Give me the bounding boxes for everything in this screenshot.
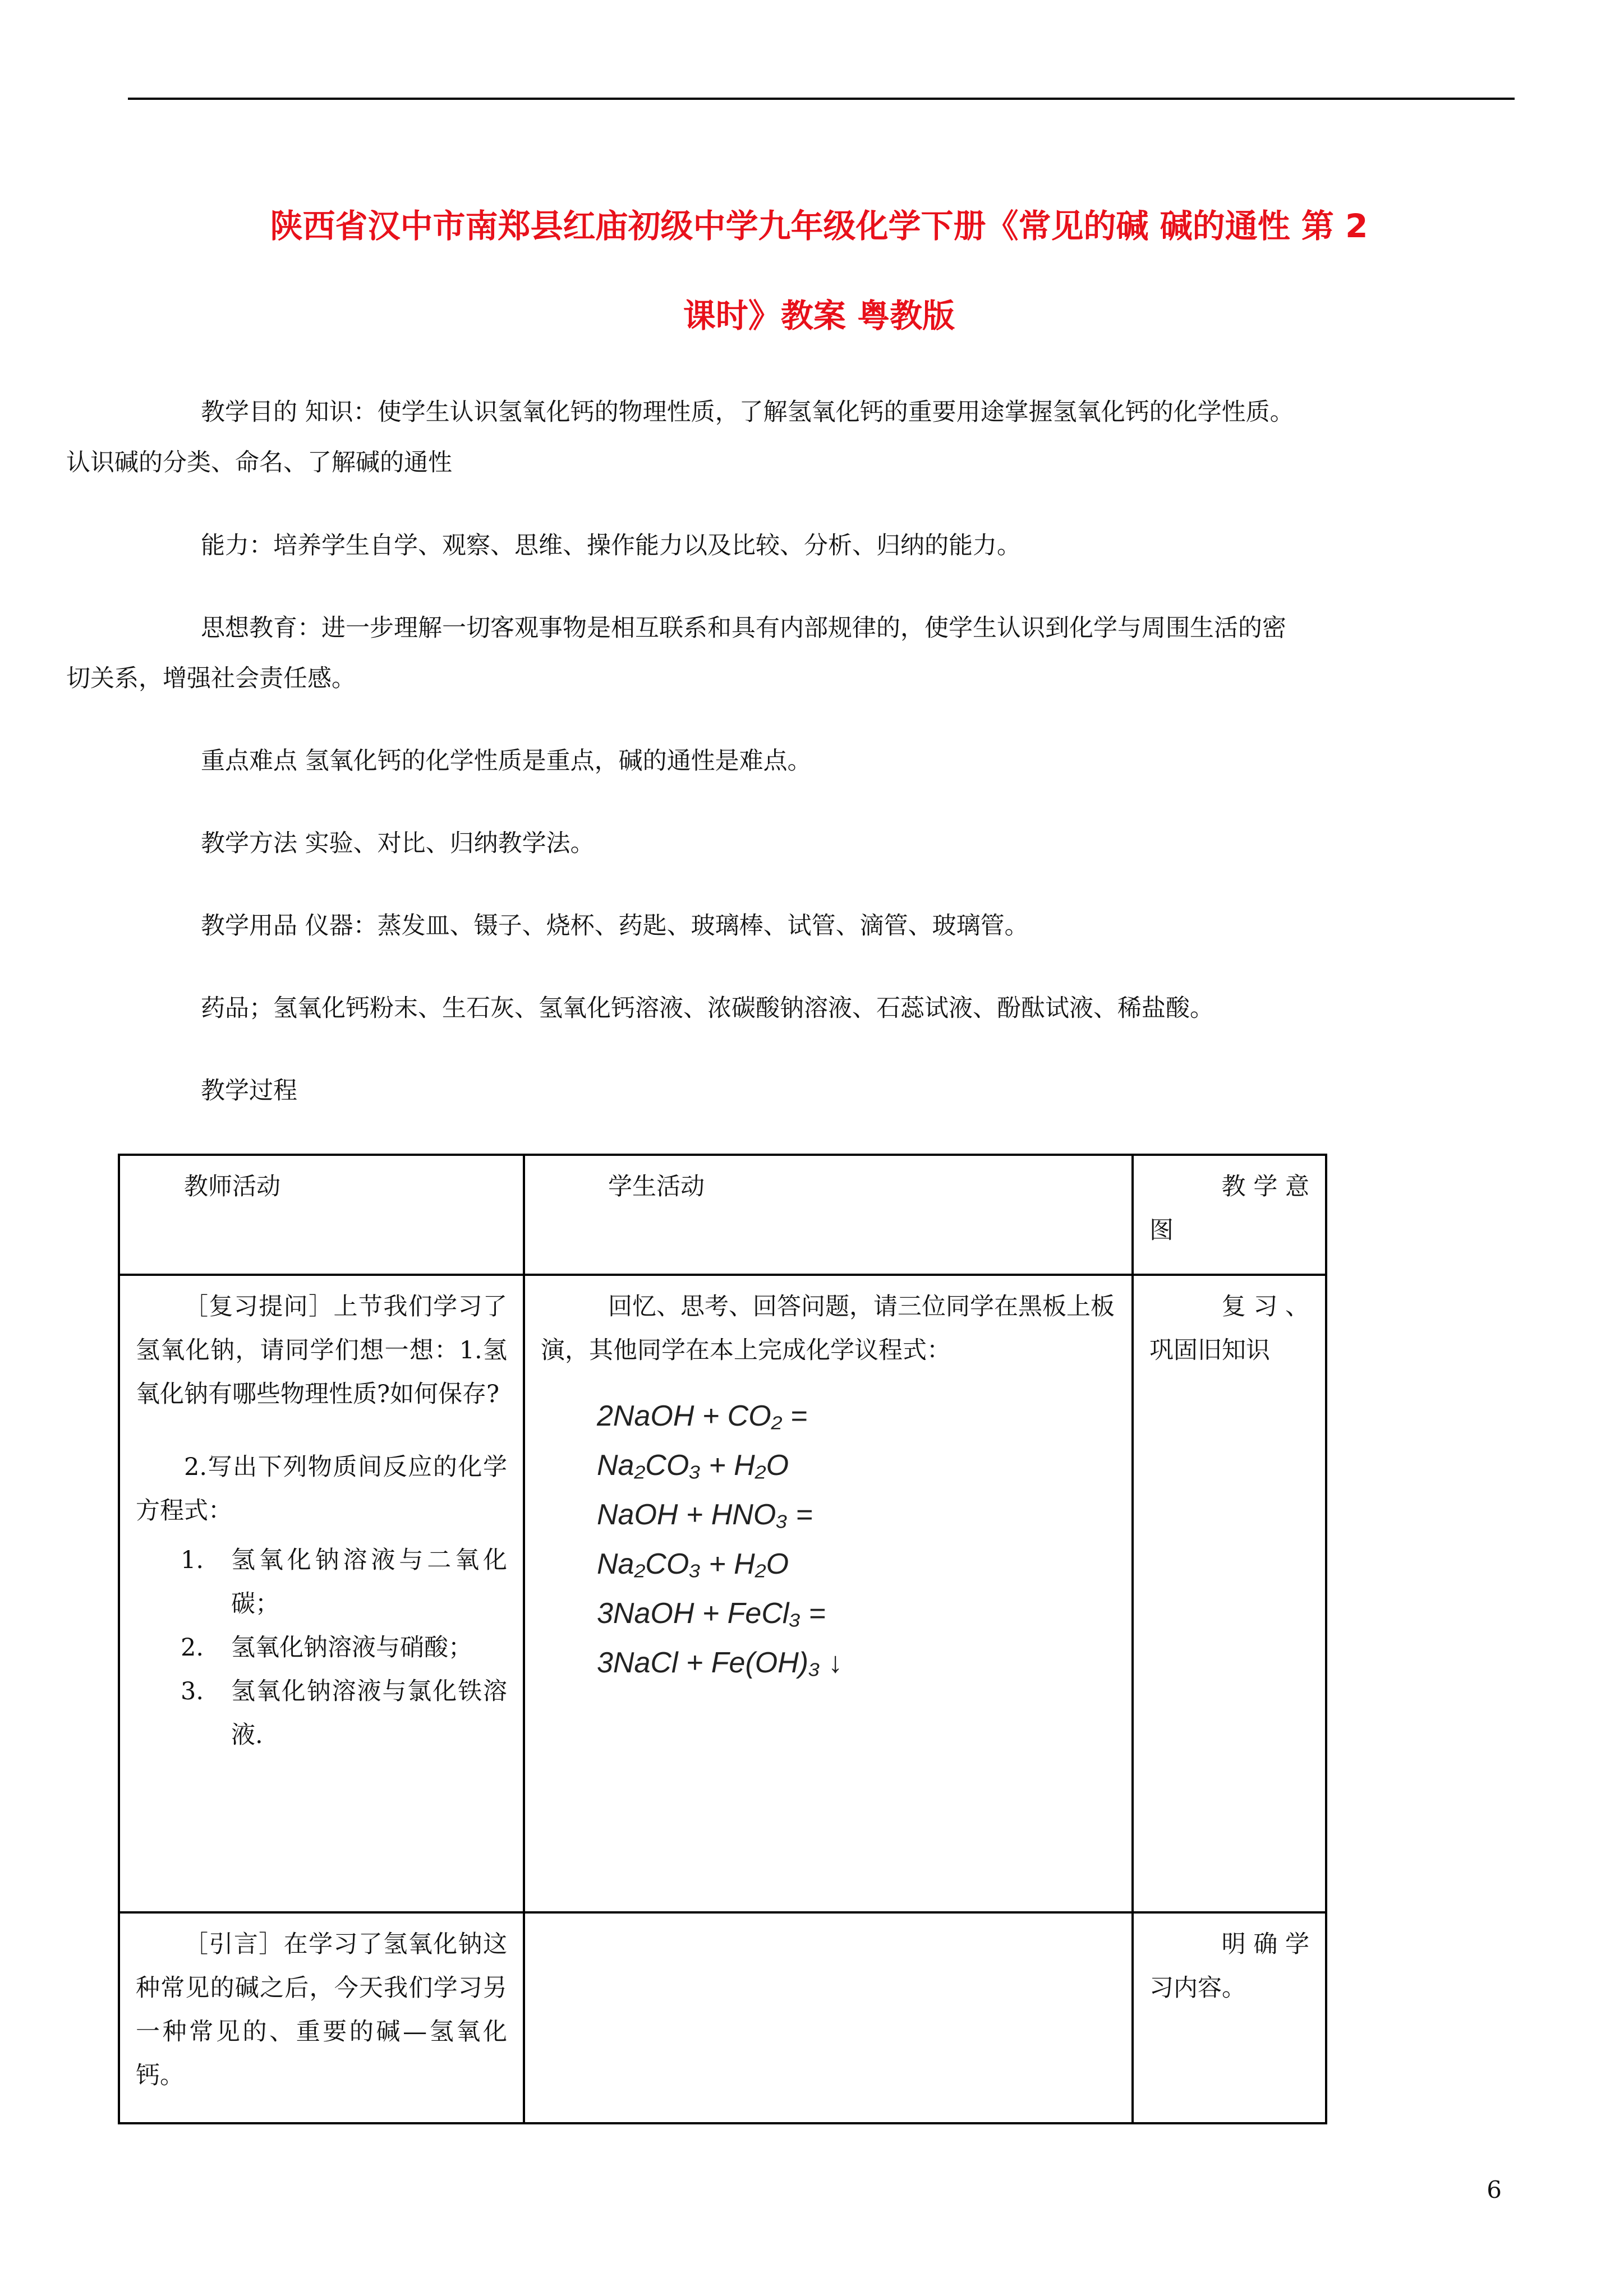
header-student-activity: 学生活动 bbox=[524, 1155, 1133, 1275]
objectives-line2: 认识碱的分类、命名、了解碱的通性 bbox=[66, 449, 452, 477]
table-row bbox=[119, 1912, 1326, 2123]
lesson-table bbox=[118, 1154, 1327, 2124]
objectives-line1: 教学目的 知识：使学生认识氢氧化钙的物理性质，了解氢氧化钙的重要用途掌握氢氧化钙的化学性质。 bbox=[201, 398, 1294, 426]
teacher-activity-cell bbox=[119, 1912, 524, 2123]
header-teaching-purpose: 教 学 意 图 bbox=[1133, 1155, 1326, 1275]
purpose-cell: 复 习 、 巩固旧知识 bbox=[1133, 1275, 1326, 1912]
student-activity-text: 回忆、思考、回答问题，请三位同学在黑板上板演，其他同学在本上完成化学议程式： bbox=[541, 1293, 1115, 1364]
document-title-line1: 陕西省汉中市南郑县红庙初级中学九年级化学下册《常见的碱 碱的通性 第 2 bbox=[270, 207, 1368, 245]
table-row bbox=[119, 1275, 1326, 1912]
student-activity-cell bbox=[524, 1275, 1133, 1912]
table-header-row bbox=[119, 1155, 1326, 1275]
equation-line: NaOH + HNO₃ = bbox=[597, 1499, 813, 1531]
list-item: 1. 氢氧化钠溶液与二氧化碳； bbox=[181, 1546, 507, 1618]
header-teacher-activity: 教师活动 bbox=[119, 1155, 524, 1275]
chemical-equations bbox=[597, 1391, 1116, 1688]
purpose-cell: 明 确 学 习内容。 bbox=[1133, 1912, 1326, 2123]
list-item: 2. 氢氧化钠溶液与硝酸； bbox=[181, 1634, 472, 1662]
introduction-text: ［引言］在学习了氢氧化钠这种常见的碱之后，今天我们学习另一种常见的、重要的碱—氢氧化钙。 bbox=[136, 1930, 507, 2090]
teacher-activity-cell bbox=[119, 1275, 524, 1912]
equation-line: 3NaOH + FeCl₃ = bbox=[597, 1597, 826, 1630]
list-item: 3. 氢氧化钠溶液与氯化铁溶液. bbox=[181, 1677, 507, 1749]
document-title-line2: 课时》教案 粤教版 bbox=[683, 297, 955, 335]
reaction-list bbox=[136, 1538, 507, 1757]
header-rule bbox=[128, 98, 1515, 100]
ability-paragraph: 能力：培养学生自学、观察、思维、操作能力以及比较、分析、归纳的能力。 bbox=[201, 532, 1021, 560]
objectives-paragraph bbox=[66, 387, 1513, 488]
ideology-line2: 切关系，增强社会责任感。 bbox=[66, 665, 356, 693]
equation-line: 3NaCl + Fe(OH)₃ ↓ bbox=[597, 1647, 843, 1679]
process-heading: 教学过程 bbox=[201, 1077, 297, 1105]
ideology-line1: 思想教育：进一步理解一切客观事物是相互联系和具有内部规律的，使学生认识到化学与周围生活的密 bbox=[201, 614, 1286, 642]
review-question-text: ［复习提问］上节我们学习了氢氧化钠，请同学们想一想：1.氢氧化钠有哪些物理性质?如何保存? bbox=[136, 1293, 507, 1408]
student-activity-cell bbox=[524, 1912, 1133, 2123]
methods-paragraph: 教学方法 实验、对比、归纳教学法。 bbox=[201, 829, 595, 857]
page-number: 6 bbox=[1487, 2176, 1502, 2203]
chemicals-paragraph: 药品；氢氧化钙粉末、生石灰、氢氧化钙溶液、浓碳酸钠溶液、石蕊试液、酚酞试液、稀盐酸。 bbox=[201, 994, 1214, 1022]
equation-line: Na₂CO₃ + H₂O bbox=[597, 1548, 789, 1580]
ideology-paragraph bbox=[66, 603, 1513, 704]
equation-question-text: 2.写出下列物质间反应的化学方程式： bbox=[136, 1453, 507, 1525]
key-points-paragraph: 重点难点 氢氧化钙的化学性质是重点，碱的通性是难点。 bbox=[201, 747, 812, 775]
equation-line: Na₂CO₃ + H₂O bbox=[597, 1449, 789, 1482]
supplies-paragraph: 教学用品 仪器：蒸发皿、镊子、烧杯、药匙、玻璃棒、试管、滴管、玻璃管。 bbox=[201, 912, 1029, 940]
equation-line: 2NaOH + CO₂ = bbox=[597, 1400, 808, 1432]
